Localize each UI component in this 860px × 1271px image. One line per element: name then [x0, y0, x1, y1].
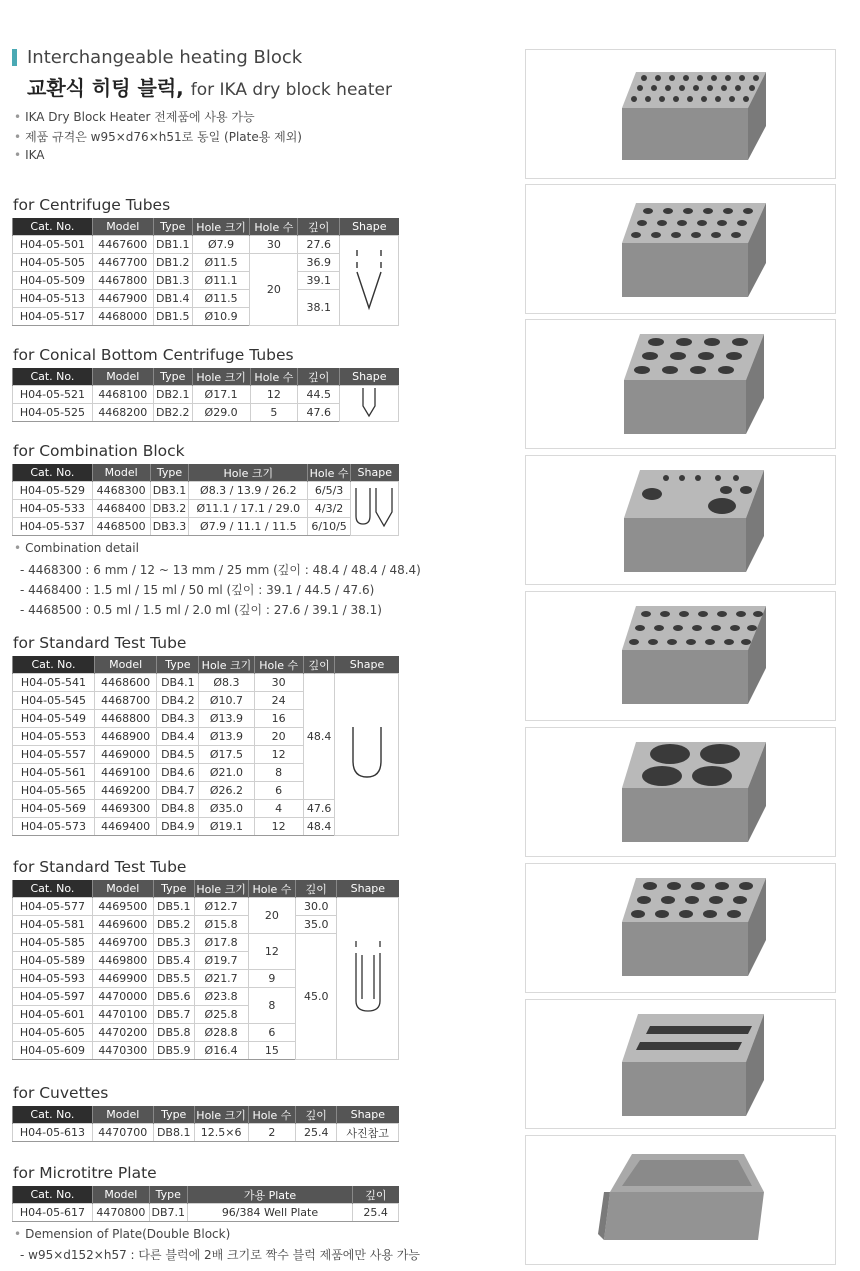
col-model: Model — [92, 1186, 149, 1204]
table-row — [13, 482, 399, 500]
col-model: Model — [92, 218, 153, 236]
photo-block-cuvette — [525, 999, 836, 1129]
cell-hole: Ø11.1 — [192, 272, 250, 290]
col-holes: Hole 수 — [308, 464, 351, 482]
cell-cat: H04-05-517 — [13, 308, 93, 326]
table-row — [13, 500, 399, 518]
cell-hole: Ø8.3 / 13.9 / 26.2 — [189, 482, 308, 500]
cell-hole: Ø17.1 — [192, 386, 250, 404]
cell-cat: H04-05-529 — [13, 482, 93, 500]
cell-depth: 47.6 — [303, 800, 335, 818]
cell-model: 4469000 — [94, 746, 156, 764]
table-row — [13, 1204, 399, 1222]
cell-holes: 12 — [254, 818, 303, 836]
table-microtitre — [12, 1186, 399, 1222]
section-title-combination: for Combination Block — [13, 442, 185, 460]
cell-cat: H04-05-501 — [13, 236, 93, 254]
cell-model: 4468600 — [94, 674, 156, 692]
block-photo-four-holes — [526, 728, 835, 856]
cell-hole: Ø15.8 — [194, 916, 248, 934]
cell-holes: 8 — [248, 988, 296, 1024]
col-depth: 깊이 — [303, 656, 335, 674]
combination-detail-3: - 4468500 : 0.5 ml / 1.5 ml / 2.0 ml (깊이 : 27.6 / 39.1 / 38.1) — [20, 603, 382, 617]
cell-hole: Ø21.7 — [194, 970, 248, 988]
table-centrifuge — [12, 218, 399, 326]
col-depth: 깊이 — [298, 368, 340, 386]
cell-holes: 20 — [254, 728, 303, 746]
section-title-cuvettes: for Cuvettes — [13, 1084, 109, 1102]
cell-type: DB2.1 — [153, 386, 192, 404]
cell-type: DB5.1 — [153, 898, 194, 916]
col-model: Model — [94, 656, 156, 674]
cell-holes: 12 — [248, 934, 296, 970]
cell-model: 4467800 — [92, 272, 153, 290]
table-row — [13, 674, 399, 692]
cell-model: 4468800 — [94, 710, 156, 728]
col-holes: Hole 수 — [250, 218, 298, 236]
cell-cat: H04-05-589 — [13, 952, 93, 970]
cell-hole: Ø28.8 — [194, 1024, 248, 1042]
col-cat: Cat. No. — [13, 656, 95, 674]
cell-model: 4467900 — [92, 290, 153, 308]
col-hole: Hole 크기 — [192, 218, 250, 236]
col-shape: Shape — [337, 880, 399, 898]
cell-holes: 6/5/3 — [308, 482, 351, 500]
title-sub: for IKA dry block heater — [190, 80, 392, 100]
cell-depth: 27.6 — [298, 236, 340, 254]
cell-cat: H04-05-577 — [13, 898, 93, 916]
cell-type: DB5.3 — [153, 934, 194, 952]
combination-tube-icon — [353, 484, 397, 530]
col-type: Type — [149, 1186, 187, 1204]
cell-holes: 20 — [250, 254, 298, 326]
photo-block-db4 — [525, 455, 836, 585]
cell-cat: H04-05-601 — [13, 1006, 93, 1024]
cell-hole: Ø8.3 — [199, 674, 254, 692]
section-title-conical: for Conical Bottom Centrifuge Tubes — [13, 346, 294, 364]
col-type: Type — [153, 1106, 194, 1124]
cell-model: 4469800 — [92, 952, 153, 970]
cell-cat: H04-05-549 — [13, 710, 95, 728]
block-photo-test-tube-holes — [526, 864, 835, 992]
col-cat: Cat. No. — [13, 464, 93, 482]
col-holes: Hole 수 — [248, 880, 296, 898]
title-accent-bar — [12, 49, 17, 66]
section-title-microtitre: for Microtitre Plate — [13, 1164, 157, 1182]
cell-hole: Ø17.5 — [199, 746, 254, 764]
cell-model: 4470200 — [92, 1024, 153, 1042]
cell-cat: H04-05-553 — [13, 728, 95, 746]
cell-model: 4469300 — [94, 800, 156, 818]
cell-hole: Ø29.0 — [192, 404, 250, 422]
cell-holes: 30 — [254, 674, 303, 692]
title-kr-text: 교환식 히팅 블럭, — [27, 76, 184, 100]
cell-type: DB1.3 — [153, 272, 192, 290]
cell-holes: 6 — [254, 782, 303, 800]
cell-hole: Ø7.9 / 11.1 / 11.5 — [189, 518, 308, 536]
cell-cat: H04-05-561 — [13, 764, 95, 782]
cell-hole: Ø13.9 — [199, 710, 254, 728]
cell-hole: Ø21.0 — [199, 764, 254, 782]
col-shape: Shape — [340, 218, 399, 236]
cell-holes: 24 — [254, 692, 303, 710]
block-photo-grid-holes — [526, 592, 835, 720]
col-shape: Shape — [335, 656, 399, 674]
col-depth: 깊이 — [296, 880, 337, 898]
cell-depth: 36.9 — [298, 254, 340, 272]
plate-note: - w95×d152×h57 : 다른 블럭에 2배 크기로 짝수 블럭 제품에만 사용 가능 — [20, 1248, 420, 1262]
table-header — [13, 218, 399, 236]
cell-depth: 48.4 — [303, 818, 335, 836]
cell-type: DB3.1 — [150, 482, 189, 500]
photo-block-db1 — [525, 49, 836, 179]
cell-depth: 30.0 — [296, 898, 337, 916]
cell-plate: 96/384 Well Plate — [187, 1204, 352, 1222]
cell-hole: Ø19.1 — [199, 818, 254, 836]
cell-hole: Ø13.9 — [199, 728, 254, 746]
cell-cat: H04-05-617 — [13, 1204, 93, 1222]
cell-holes: 15 — [248, 1042, 296, 1060]
col-holes: Hole 수 — [254, 656, 303, 674]
table-row — [13, 1124, 399, 1142]
col-holes: Hole 수 — [248, 1106, 296, 1124]
cell-hole: Ø10.7 — [199, 692, 254, 710]
cell-cat: H04-05-545 — [13, 692, 95, 710]
cell-type: DB1.4 — [153, 290, 192, 308]
cell-cat: H04-05-581 — [13, 916, 93, 934]
col-shape: Shape — [340, 368, 399, 386]
cell-holes: 4/3/2 — [308, 500, 351, 518]
cell-type: DB4.5 — [157, 746, 199, 764]
cell-cat: H04-05-573 — [13, 818, 95, 836]
table-header — [13, 464, 399, 482]
cell-depth: 47.6 — [298, 404, 340, 422]
table-standard-2 — [12, 880, 399, 1060]
block-photo-slots — [526, 1000, 835, 1128]
cell-holes: 8 — [254, 764, 303, 782]
cell-type: DB5.5 — [153, 970, 194, 988]
bullet-1: • IKA Dry Block Heater 전제품에 사용 가능 — [14, 108, 255, 125]
cell-hole: Ø12.7 — [194, 898, 248, 916]
col-hole: Hole 크기 — [194, 1106, 248, 1124]
cell-hole: Ø23.8 — [194, 988, 248, 1006]
cell-type: DB2.2 — [153, 404, 192, 422]
block-photo-large-holes — [526, 320, 835, 448]
photo-block-db7 — [525, 863, 836, 993]
cell-model: 4470700 — [92, 1124, 153, 1142]
cell-depth: 25.4 — [353, 1204, 399, 1222]
col-cat: Cat. No. — [13, 218, 93, 236]
cell-holes: 12 — [254, 746, 303, 764]
cell-shape: 사진참고 — [337, 1124, 399, 1142]
cell-depth: 39.1 — [298, 272, 340, 290]
section-title-standard-1: for Standard Test Tube — [13, 634, 187, 652]
cell-model: 4469700 — [92, 934, 153, 952]
cell-type: DB5.2 — [153, 916, 194, 934]
cell-type: DB5.8 — [153, 1024, 194, 1042]
photo-block-db6 — [525, 727, 836, 857]
cell-cat: H04-05-521 — [13, 386, 93, 404]
cell-model: 4470300 — [92, 1042, 153, 1060]
col-hole: Hole 크기 — [189, 464, 308, 482]
cell-holes: 30 — [250, 236, 298, 254]
col-hole: Hole 크기 — [194, 880, 248, 898]
cell-cat: H04-05-509 — [13, 272, 93, 290]
cell-model: 4468300 — [92, 482, 150, 500]
cell-depth: 48.4 — [303, 674, 335, 800]
table-conical — [12, 368, 399, 422]
cell-type: DB1.5 — [153, 308, 192, 326]
block-photo-plate-tray — [526, 1136, 835, 1264]
cell-type: DB5.7 — [153, 1006, 194, 1024]
shape-combination — [351, 482, 399, 536]
long-tube-icon — [350, 937, 386, 1017]
table-row — [13, 518, 399, 536]
table-header — [13, 368, 399, 386]
cell-model: 4469200 — [94, 782, 156, 800]
cell-hole: Ø11.1 / 17.1 / 29.0 — [189, 500, 308, 518]
cell-cat: H04-05-525 — [13, 404, 93, 422]
cell-hole: Ø25.8 — [194, 1006, 248, 1024]
block-photo-small-holes — [526, 50, 835, 178]
col-cat: Cat. No. — [13, 1106, 93, 1124]
conical-tube-icon — [359, 386, 379, 418]
cell-type: DB4.8 — [157, 800, 199, 818]
cell-type: DB4.6 — [157, 764, 199, 782]
bullet-2: • 제품 규격은 w95×d76×h51로 동일 (Plate용 제외) — [14, 128, 302, 145]
cell-model: 4468400 — [92, 500, 150, 518]
block-photo-combination — [526, 456, 835, 584]
col-holes: Hole 수 — [250, 368, 298, 386]
col-model: Model — [92, 464, 150, 482]
cell-hole: Ø26.2 — [199, 782, 254, 800]
col-type: Type — [150, 464, 189, 482]
cell-cat: H04-05-537 — [13, 518, 93, 536]
col-plate: 가용 Plate — [187, 1186, 352, 1204]
cell-type: DB4.3 — [157, 710, 199, 728]
shape-standard-2 — [337, 898, 399, 1060]
cell-hole: 12.5×6 — [194, 1124, 248, 1142]
table-header — [13, 1106, 399, 1124]
cell-hole: Ø19.7 — [194, 952, 248, 970]
photo-block-db2 — [525, 184, 836, 314]
cell-hole: Ø11.5 — [192, 290, 250, 308]
col-model: Model — [92, 368, 153, 386]
col-depth: 깊이 — [298, 218, 340, 236]
section-title-standard-2: for Standard Test Tube — [13, 858, 187, 876]
cell-model: 4470000 — [92, 988, 153, 1006]
table-header — [13, 1186, 399, 1204]
cell-cat: H04-05-505 — [13, 254, 93, 272]
cell-cat: H04-05-565 — [13, 782, 95, 800]
cell-holes: 9 — [248, 970, 296, 988]
shape-conical — [340, 386, 399, 422]
table-combination — [12, 464, 399, 536]
col-hole: Hole 크기 — [192, 368, 250, 386]
cell-holes: 6 — [248, 1024, 296, 1042]
bullet-3: • IKA — [14, 148, 44, 162]
col-type: Type — [153, 880, 194, 898]
table-header — [13, 656, 399, 674]
cell-holes: 16 — [254, 710, 303, 728]
col-shape: Shape — [351, 464, 399, 482]
col-model: Model — [92, 1106, 153, 1124]
section-title-centrifuge: for Centrifuge Tubes — [13, 196, 171, 214]
cell-cat: H04-05-513 — [13, 290, 93, 308]
table-header — [13, 880, 399, 898]
cell-model: 4470100 — [92, 1006, 153, 1024]
photo-block-db5 — [525, 591, 836, 721]
cell-model: 4468200 — [92, 404, 153, 422]
plate-note-title: • Demension of Plate(Double Block) — [14, 1227, 230, 1241]
cell-model: 4467600 — [92, 236, 153, 254]
col-depth: 깊이 — [296, 1106, 337, 1124]
table-row — [13, 898, 399, 916]
cell-type: DB4.1 — [157, 674, 199, 692]
cell-model: 4468500 — [92, 518, 150, 536]
cell-model: 4469900 — [92, 970, 153, 988]
col-type: Type — [153, 368, 192, 386]
cell-holes: 4 — [254, 800, 303, 818]
cell-depth: 38.1 — [298, 290, 340, 326]
cell-type: DB1.2 — [153, 254, 192, 272]
combination-detail-2: - 4468400 : 1.5 ml / 15 ml / 50 ml (깊이 : 39.1 / 44.5 / 47.6) — [20, 583, 375, 597]
cell-hole: Ø10.9 — [192, 308, 250, 326]
table-row — [13, 386, 399, 404]
cell-type: DB1.1 — [153, 236, 192, 254]
shape-standard-1 — [335, 674, 399, 836]
cell-model: 4469100 — [94, 764, 156, 782]
cell-hole: Ø11.5 — [192, 254, 250, 272]
cell-hole: Ø35.0 — [199, 800, 254, 818]
cell-model: 4468700 — [94, 692, 156, 710]
title-en: Interchangeable heating Block — [27, 47, 303, 68]
cell-type: DB5.4 — [153, 952, 194, 970]
cell-type: DB4.9 — [157, 818, 199, 836]
cell-type: DB7.1 — [149, 1204, 187, 1222]
col-type: Type — [157, 656, 199, 674]
cell-cat: H04-05-533 — [13, 500, 93, 518]
cell-model: 4469400 — [94, 818, 156, 836]
cell-holes: 6/10/5 — [308, 518, 351, 536]
cell-type: DB4.7 — [157, 782, 199, 800]
cell-holes: 5 — [250, 404, 298, 422]
cell-model: 4469600 — [92, 916, 153, 934]
block-photo-medium-holes — [526, 185, 835, 313]
col-shape: Shape — [337, 1106, 399, 1124]
photo-block-db3 — [525, 319, 836, 449]
cell-model: 4468900 — [94, 728, 156, 746]
cell-cat: H04-05-609 — [13, 1042, 93, 1060]
cell-type: DB5.9 — [153, 1042, 194, 1060]
col-hole: Hole 크기 — [199, 656, 254, 674]
cell-model: 4468100 — [92, 386, 153, 404]
col-cat: Cat. No. — [13, 880, 93, 898]
cell-depth: 44.5 — [298, 386, 340, 404]
title-kr — [27, 72, 392, 101]
cell-cat: H04-05-597 — [13, 988, 93, 1006]
cell-type: DB4.4 — [157, 728, 199, 746]
cell-hole: Ø16.4 — [194, 1042, 248, 1060]
cell-cat: H04-05-593 — [13, 970, 93, 988]
cell-model: 4467700 — [92, 254, 153, 272]
table-row — [13, 236, 399, 254]
round-tube-icon — [349, 725, 385, 781]
cell-type: DB4.2 — [157, 692, 199, 710]
cell-holes: 12 — [250, 386, 298, 404]
cell-model: 4468000 — [92, 308, 153, 326]
cell-cat: H04-05-585 — [13, 934, 93, 952]
centrifuge-tube-icon — [349, 246, 389, 312]
col-depth: 깊이 — [353, 1186, 399, 1204]
cell-model: 4469500 — [92, 898, 153, 916]
cell-type: DB5.6 — [153, 988, 194, 1006]
col-type: Type — [153, 218, 192, 236]
table-cuvettes — [12, 1106, 399, 1142]
cell-holes: 2 — [248, 1124, 296, 1142]
cell-depth: 35.0 — [296, 916, 337, 934]
cell-cat: H04-05-605 — [13, 1024, 93, 1042]
cell-cat: H04-05-557 — [13, 746, 95, 764]
col-cat: Cat. No. — [13, 368, 93, 386]
cell-type: DB3.3 — [150, 518, 189, 536]
combination-detail-title: • Combination detail — [14, 541, 139, 555]
cell-hole: Ø17.8 — [194, 934, 248, 952]
cell-depth: 45.0 — [296, 934, 337, 1060]
cell-cat: H04-05-541 — [13, 674, 95, 692]
shape-centrifuge-icon — [340, 236, 399, 326]
col-cat: Cat. No. — [13, 1186, 93, 1204]
combination-detail-1: - 4468300 : 6 mm / 12 ~ 13 mm / 25 mm (깊이 : 48.4 / 48.4 / 48.4) — [20, 563, 421, 577]
col-model: Model — [92, 880, 153, 898]
cell-cat: H04-05-569 — [13, 800, 95, 818]
cell-holes: 20 — [248, 898, 296, 934]
cell-hole: Ø7.9 — [192, 236, 250, 254]
cell-depth: 25.4 — [296, 1124, 337, 1142]
cell-model: 4470800 — [92, 1204, 149, 1222]
cell-cat: H04-05-613 — [13, 1124, 93, 1142]
cell-type: DB8.1 — [153, 1124, 194, 1142]
photo-block-plate — [525, 1135, 836, 1265]
table-standard-1 — [12, 656, 399, 836]
cell-type: DB3.2 — [150, 500, 189, 518]
